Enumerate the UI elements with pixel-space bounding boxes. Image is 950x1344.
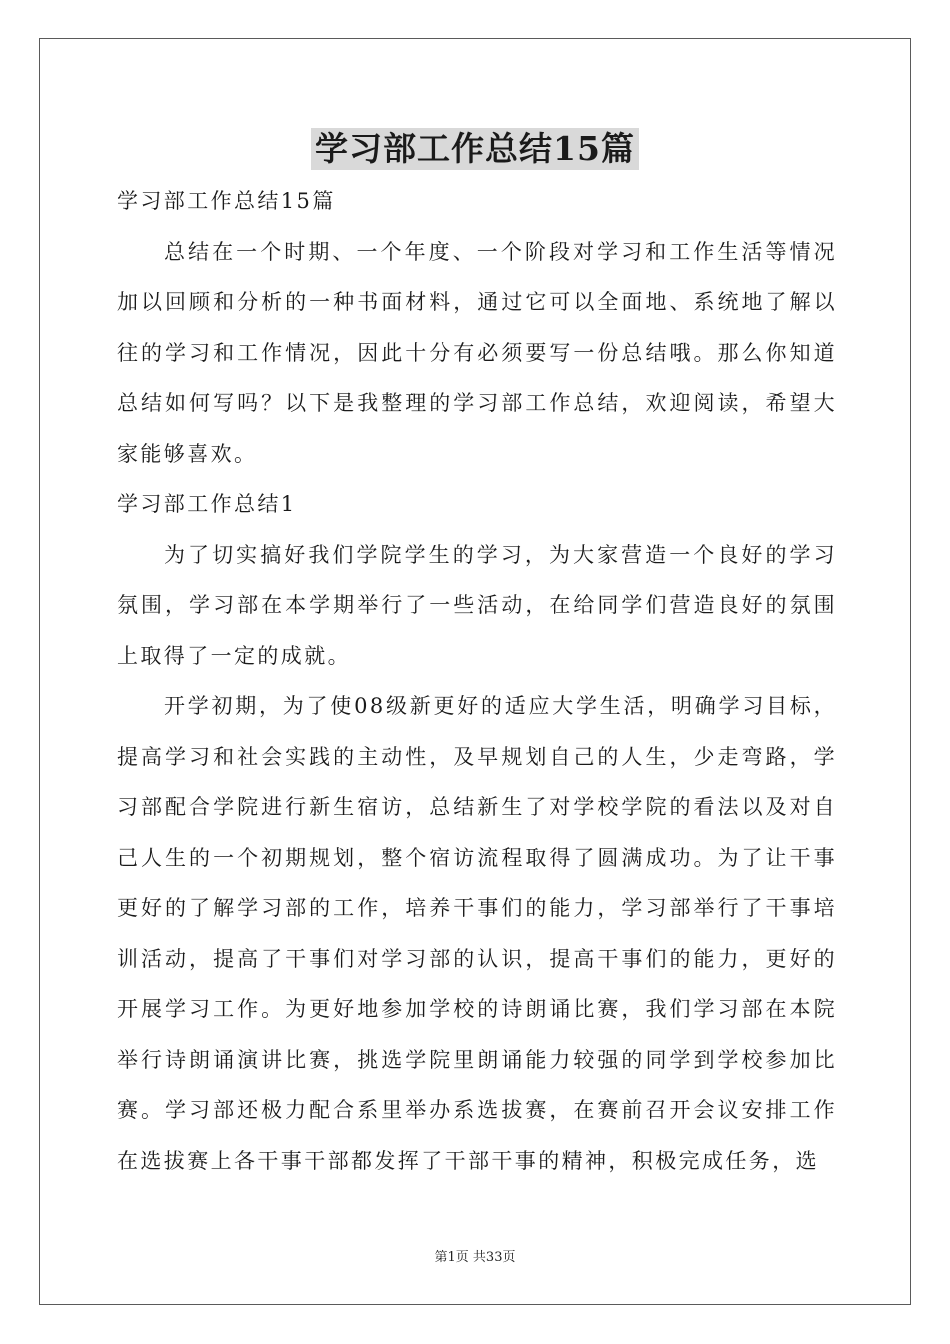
document-body bbox=[117, 176, 837, 1186]
section-heading: 学习部工作总结1 bbox=[117, 492, 297, 516]
document-title: 学习部工作总结15篇 bbox=[311, 128, 639, 170]
subtitle: 学习部工作总结15篇 bbox=[117, 189, 336, 213]
body-paragraph: 开学初期，为了使08级新更好的适应大学生活，明确学习目标，提高学习和社会实践的主动性，及早规划自己的人生，少走弯路，学习部配合学院进行新生宿访，总结新生了对学校学院的看法以及对自己人生的一个初期规划，整个宿访流程取得了圆满成功。为了让干事更好的了解学习部的工作，培养干事们的能力，学习部举行了干事培训活动，提高了干事们对学习部的认识，提高干事们的能力，更好的开展学习工作。为更好地参加学校的诗朗诵比赛，我们学习部在本院举行诗朗诵演讲比赛，挑选学院里朗诵能力较强的同学到学校参加比赛。学习部还极力配合系里举办系选拔赛，在赛前召开会议安排工作在选拔赛上各干事干部都发挥了干部干事的精神，积极完成任务，选 bbox=[117, 694, 837, 1173]
intro-paragraph: 总结在一个时期、一个年度、一个阶段对学习和工作生活等情况加以回顾和分析的一种书面材料，通过它可以全面地、系统地了解以往的学习和工作情况，因此十分有必须要写一份总结哦。那么你知道总结如何写吗？以下是我整理的学习部工作总结，欢迎阅读，希望大家能够喜欢。 bbox=[117, 239, 837, 466]
body-paragraph: 为了切实搞好我们学院学生的学习，为大家营造一个良好的学习氛围，学习部在本学期举行了一些活动，在给同学们营造良好的氛围上取得了一定的成就。 bbox=[117, 542, 837, 668]
page-footer: 第1页 共33页 bbox=[434, 1250, 516, 1265]
title-wrap bbox=[0, 128, 950, 170]
